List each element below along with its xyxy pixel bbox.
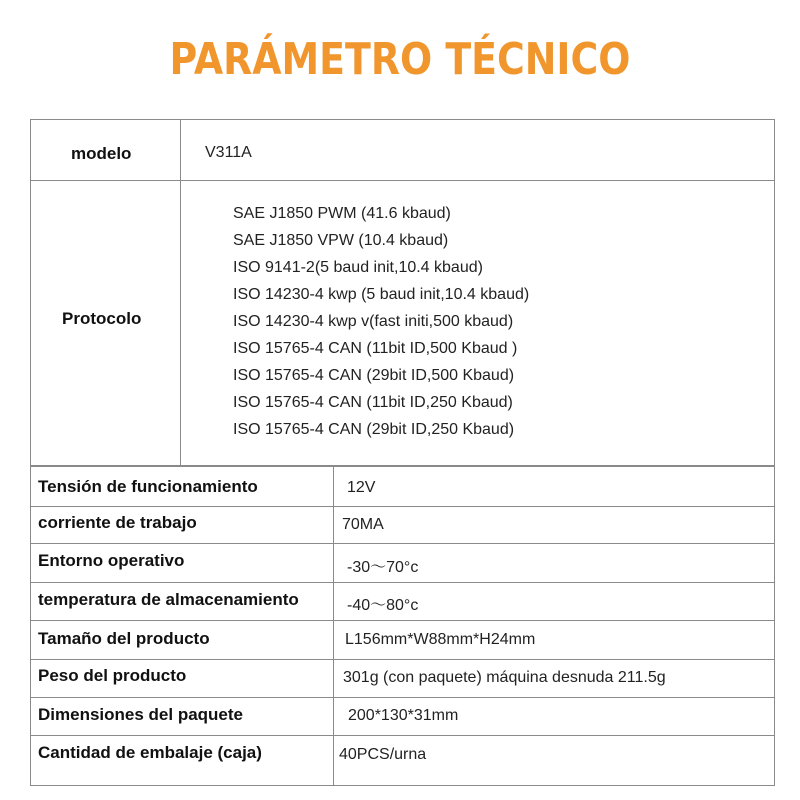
protocol-label: Protocolo [62,309,142,328]
spec-label-product-size: Tamaño del producto [38,629,210,648]
protocol-item: SAE J1850 PWM (41.6 kbaud) [233,205,451,222]
model-label: modelo [71,144,132,163]
spec-label-operating-environment: Entorno operativo [38,551,185,570]
spec-value-packing-quantity: 40PCS/urna [339,746,427,763]
protocol-item: SAE J1850 VPW (10.4 kbaud) [233,232,449,249]
spec-value-package-dimensions: 200*130*31mm [348,707,459,724]
protocol-item: ISO 15765-4 CAN (29bit ID,250 Kbaud) [233,421,515,438]
spec-row-divider [30,697,775,698]
spec-value-storage-temperature: -40～80°c [347,597,419,614]
upper-column-divider [180,119,181,466]
spec-label-voltage: Tensión de funcionamiento [38,477,258,496]
protocol-item: ISO 14230-4 kwp (5 baud init,10.4 kbaud) [233,286,530,303]
protocol-item: ISO 15765-4 CAN (11bit ID,500 Kbaud ) [233,340,518,357]
protocol-item: ISO 15765-4 CAN (29bit ID,500 Kbaud) [233,367,515,384]
spec-label-packing-quantity: Cantidad de embalaje (caja) [38,743,262,762]
spec-value-operating-environment: -30～70°c [347,559,419,576]
spec-row-divider [30,543,775,544]
page-title: PARÁMETRO TÉCNICO [169,34,631,85]
spec-value-product-weight: 301g (con paquete) máquina desnuda 211.5g [343,669,666,686]
spec-label-product-weight: Peso del producto [38,666,187,685]
spec-value-product-size: L156mm*W88mm*H24mm [345,631,536,648]
spec-label-package-dimensions: Dimensiones del paquete [38,705,243,724]
protocol-item: ISO 14230-4 kwp v(fast initi,500 kbaud) [233,313,514,330]
spec-row-divider [30,582,775,583]
spec-value-current: 70MA [342,516,384,533]
spec-row-divider [30,659,775,660]
spec-label-current: corriente de trabajo [38,513,197,532]
spec-column-divider [333,466,334,786]
spec-row-divider [30,506,775,507]
protocol-item: ISO 15765-4 CAN (11bit ID,250 Kbaud) [233,394,513,411]
upper-row-divider [30,180,775,181]
spec-row-divider [30,620,775,621]
protocol-list [233,200,529,443]
spec-value-voltage: 12V [347,479,376,496]
spec-label-storage-temperature: temperatura de almacenamiento [38,590,299,609]
protocol-item: ISO 9141-2(5 baud init,10.4 kbaud) [233,259,483,276]
spec-row-divider [30,735,775,736]
model-value: V311A [205,144,252,161]
